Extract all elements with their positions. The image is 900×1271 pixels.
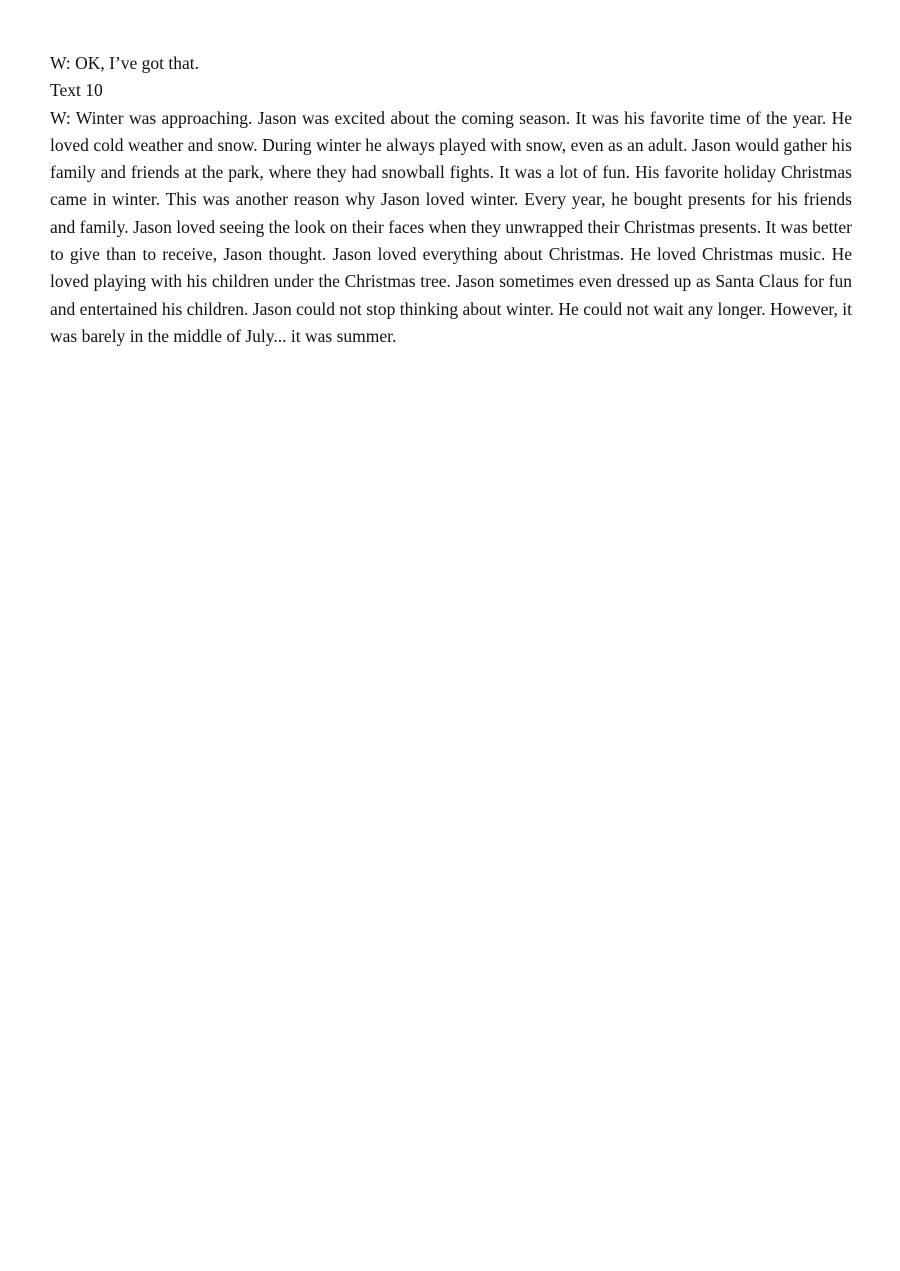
- passage-paragraph: W: Winter was approaching. Jason was excited about the coming season. It was his favorite time of the year. He loved cold weather and snow. During winter he always played with snow, even as an adult. Jason would gather his family and friends at the park, where they had snowball fights. It was a lot of fun. His favorite holiday Christmas came in winter. This was another reason why Jason loved winter. Every year, he bought presents for his friends and family. Jason loved seeing the look on their faces when they unwrapped their Christmas presents. It was better to give than to receive, Jason thought. Jason loved everything about Christmas. He loved Christmas music. He loved playing with his children under the Christmas tree. Jason sometimes even dressed up as Santa Claus for fun and entertained his children. Jason could not stop thinking about winter. He could not wait any longer. However, it was barely in the middle of July... it was summer.: [50, 107, 852, 346]
- document-body: [50, 50, 852, 350]
- section-heading: Text 10: [50, 80, 103, 101]
- dialogue-line: W: OK, I’ve got that.: [50, 53, 200, 73]
